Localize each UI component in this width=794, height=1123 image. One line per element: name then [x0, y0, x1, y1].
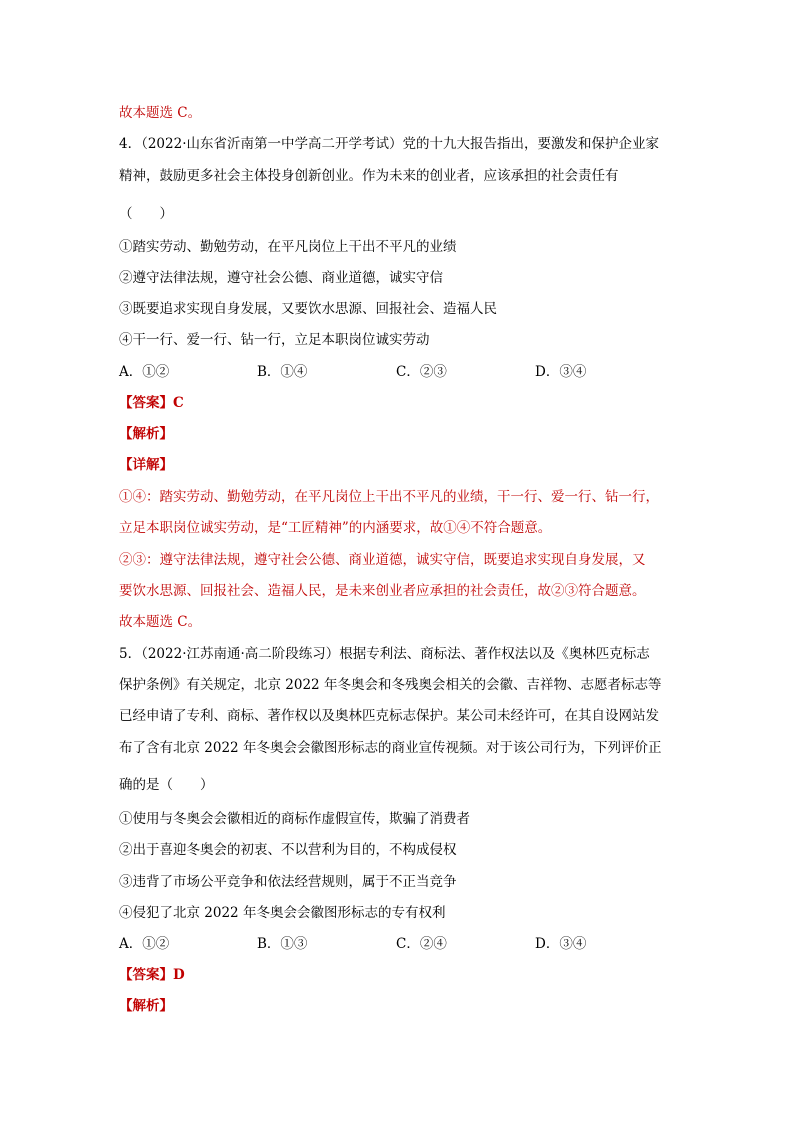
q4-detail-line-2: 立足本职岗位诚实劳动，是“工匠精神”的内涵要求，故①④不符合题意。 [119, 520, 552, 536]
q4-stem-line-2: 精神，鼓励更多社会主体投身创新创业。作为未来的创业者，应该承担的社会责任有 [119, 168, 619, 184]
q4-statement-4: ④干一行、爱一行、钻一行，立足本职岗位诚实劳动 [119, 332, 430, 348]
q5-statement-1: ①使用与冬奥会会徽相近的商标作虚假宣传，欺骗了消费者 [119, 811, 470, 827]
q5-option-b: B．①③ [257, 936, 308, 952]
q4-answer: 【答案】C [119, 395, 184, 411]
q4-option-d: D．③④ [535, 364, 587, 380]
q4-options [119, 362, 639, 382]
q4-stem-line-3: （ ） [119, 206, 173, 222]
q4-detail-line-3: ②③：遵守法律法规，遵守社会公德、商业道德，诚实守信，既要追求实现自身发展，又 [119, 552, 646, 568]
q5-stem-line-4: 布了含有北京 2022 年冬奥会会徽图形标志的商业宣传视频。对于该公司行为，下列评价正 [119, 740, 662, 756]
q4-option-a: A．①② [119, 364, 170, 380]
q5-stem-line-1: 5．（2022·江苏南通·高二阶段练习）根据专利法、商标法、著作权法以及《奥林匹克标志 [119, 646, 650, 662]
q5-statement-4: ④侵犯了北京 2022 年冬奥会会徽图形标志的专有权利 [119, 905, 446, 921]
q4-detail-line-1: ①④：踏实劳动、勤勉劳动，在平凡岗位上干出不平凡的业绩，干一行、爱一行、钻一行， [119, 489, 659, 505]
q4-analysis-label: 【解析】 [119, 426, 173, 442]
q5-stem-line-3: 已经申请了专利、商标、著作权以及奥林匹克标志保护。某公司未经许可，在其自设网站发 [119, 708, 659, 724]
q4-option-c: C．②③ [396, 364, 447, 380]
q5-stem-line-5: 确的是（ ） [119, 777, 214, 793]
q4-detail-label: 【详解】 [119, 457, 173, 473]
prev-conclusion: 故本题选 C。 [119, 105, 202, 121]
q5-options [119, 934, 639, 954]
q4-statement-1: ①踏实劳动、勤勉劳动，在平凡岗位上干出不平凡的业绩 [119, 239, 457, 255]
q4-stem-line-1: 4．（2022·山东省沂南第一中学高二开学考试）党的十九大报告指出，要激发和保护企业家 [119, 136, 659, 152]
q5-answer: 【答案】D [119, 967, 185, 983]
q5-option-c: C．②④ [396, 936, 447, 952]
q4-statement-2: ②遵守法律法规，遵守社会公德、商业道德，诚实守信 [119, 270, 443, 286]
q5-analysis-label: 【解析】 [119, 998, 173, 1014]
q4-conclusion: 故本题选 C。 [119, 614, 202, 630]
q5-option-d: D．③④ [535, 936, 587, 952]
q5-option-a: A．①② [119, 936, 170, 952]
q5-statement-3: ③违背了市场公平竞争和依法经营规则，属于不正当竞争 [119, 874, 457, 890]
q4-detail-line-4: 要饮水思源、回报社会、造福人民，是未来创业者应承担的社会责任，故②③符合题意。 [119, 583, 646, 599]
q4-statement-3: ③既要追求实现自身发展，又要饮水思源、回报社会、造福人民 [119, 301, 497, 317]
q5-statement-2: ②出于喜迎冬奥会的初衷、不以营利为目的，不构成侵权 [119, 842, 457, 858]
q5-stem-line-2: 保护条例》有关规定，北京 2022 年冬奥会和冬残奥会相关的会徽、吉祥物、志愿者标志等 [119, 677, 662, 693]
q4-option-b: B．①④ [257, 364, 308, 380]
